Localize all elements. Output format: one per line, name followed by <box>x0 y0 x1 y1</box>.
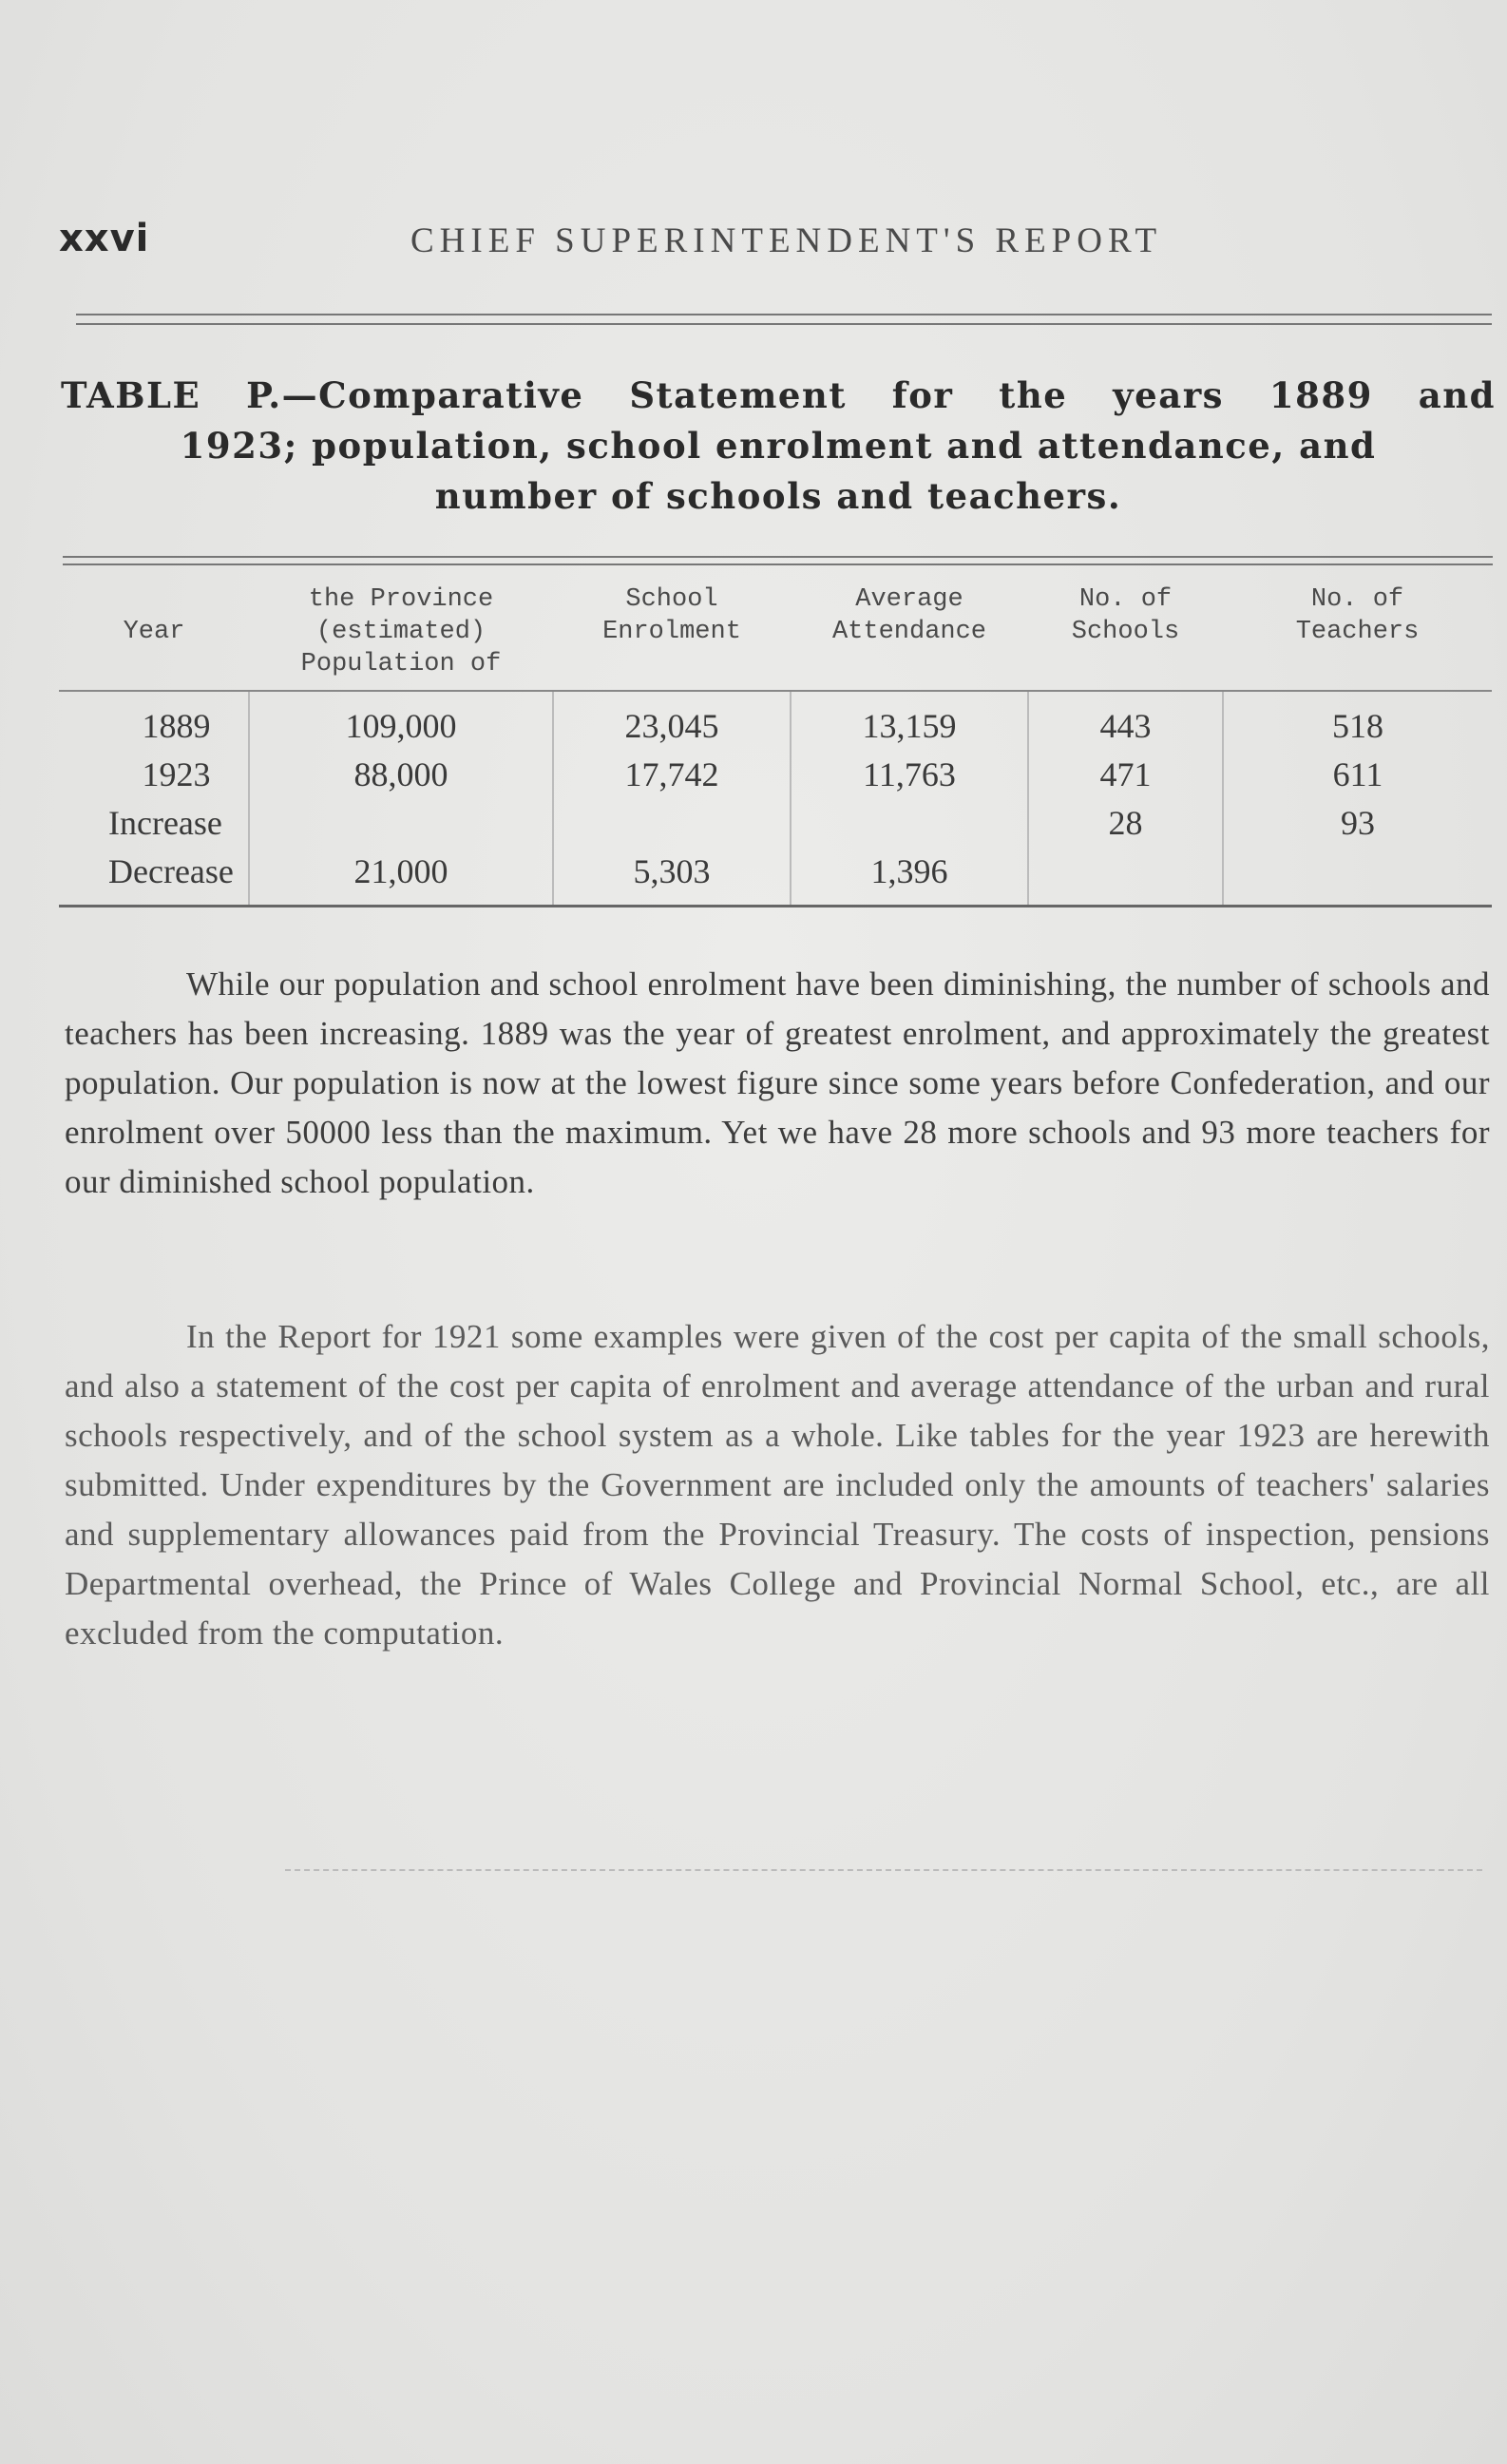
header-schools <box>1028 570 1223 691</box>
header-teachers-line-1: No. of <box>1310 585 1404 614</box>
header-population-line-1: the Province <box>308 585 494 614</box>
table-title-line-2: 1923; population, school enrolment and attendance, and <box>180 425 1377 467</box>
cell-schools: 28 <box>1028 798 1223 847</box>
header-rule <box>76 314 1492 325</box>
table-row <box>59 750 1492 798</box>
header-population-line-2: (estimated) <box>315 618 486 646</box>
cell-population: 109,000 <box>249 691 553 750</box>
cell-teachers: 611 <box>1223 750 1492 798</box>
header-population <box>249 570 553 691</box>
cell-teachers: 93 <box>1223 798 1492 847</box>
header-teachers <box>1223 570 1492 691</box>
header-enrolment <box>553 570 791 691</box>
cell-enrolment <box>553 798 791 847</box>
page-number: xxvi <box>59 217 150 260</box>
page-header <box>59 217 1484 274</box>
paragraph-text: In the Report for 1921 some examples were given of the cost per capita of the small schools, and also a statement of the cost per capita of enrolment and average attendance of the urban and rural schools respectively, and of the school system as a whole. Like tables for the year 1923 are herewith submitted. Under expenditures by the Government are included only the amounts of teachers' salaries and supplementary allowances paid from the Provincial Treasury. The costs of inspection, pensions Departmental overhead, the Prince of Wales College and Provincial Normal School, etc., are all excluded from the computation. <box>65 1318 1490 1652</box>
paragraph-text: While our population and school enrolment have been diminishing, the number of schools and teachers has been increasing. 1889 was the year of greatest enrolment, and approximately the greatest population. Our population is now at the lowest figure since some years before Confederation, and our enrolment over 50000 less than the maximum. Yet we have 28 more schools and 93 more teachers for our diminished school population. <box>65 965 1490 1200</box>
cell-teachers <box>1223 847 1492 907</box>
table-header-row <box>59 570 1492 691</box>
cell-enrolment: 17,742 <box>553 750 791 798</box>
header-enrolment-line-2: Enrolment <box>602 618 741 646</box>
body-paragraph-2 <box>65 1312 1490 1658</box>
cell-attendance: 1,396 <box>791 847 1028 907</box>
cell-schools: 443 <box>1028 691 1223 750</box>
table-row <box>59 847 1492 907</box>
cell-schools: 471 <box>1028 750 1223 798</box>
table-top-rule <box>63 556 1493 565</box>
row-label: 1889 <box>142 706 211 745</box>
cell-population <box>249 798 553 847</box>
header-attendance-line-1: Average <box>855 585 963 614</box>
header-year <box>59 570 249 691</box>
header-enrolment-line-1: School <box>625 585 718 614</box>
cell-enrolment: 5,303 <box>553 847 791 907</box>
body-paragraph-1 <box>65 960 1490 1207</box>
cell-attendance: 11,763 <box>791 750 1028 798</box>
cell-population: 21,000 <box>249 847 553 907</box>
cell-enrolment: 23,045 <box>553 691 791 750</box>
cell-teachers: 518 <box>1223 691 1492 750</box>
table-title-line-3: number of schools and teachers. <box>434 475 1122 517</box>
row-label: 1923 <box>142 754 211 793</box>
header-attendance <box>791 570 1028 691</box>
comparative-statement-table <box>59 570 1492 907</box>
header-attendance-line-2: Attendance <box>831 618 987 646</box>
cell-schools <box>1028 847 1223 907</box>
header-schools-line-2: Schools <box>1071 618 1180 646</box>
cell-attendance <box>791 798 1028 847</box>
header-population-line-3: Population of <box>300 650 502 678</box>
header-teachers-line-2: Teachers <box>1295 618 1420 646</box>
row-label: Decrease <box>59 847 249 907</box>
table-title-line-1: TABLE P.—Comparative Statement for the years 1889 and <box>61 374 1496 416</box>
header-schools-line-1: No. of <box>1078 585 1173 614</box>
table-row <box>59 798 1492 847</box>
cell-population: 88,000 <box>249 750 553 798</box>
row-label: Increase <box>108 803 222 842</box>
footer-dashed-rule <box>285 1869 1482 1871</box>
table-title <box>61 371 1496 522</box>
table-row <box>59 691 1492 750</box>
cell-attendance: 13,159 <box>791 691 1028 750</box>
header-year-text: Year <box>123 618 185 646</box>
running-head: CHIEF SUPERINTENDENT'S REPORT <box>410 221 1163 260</box>
